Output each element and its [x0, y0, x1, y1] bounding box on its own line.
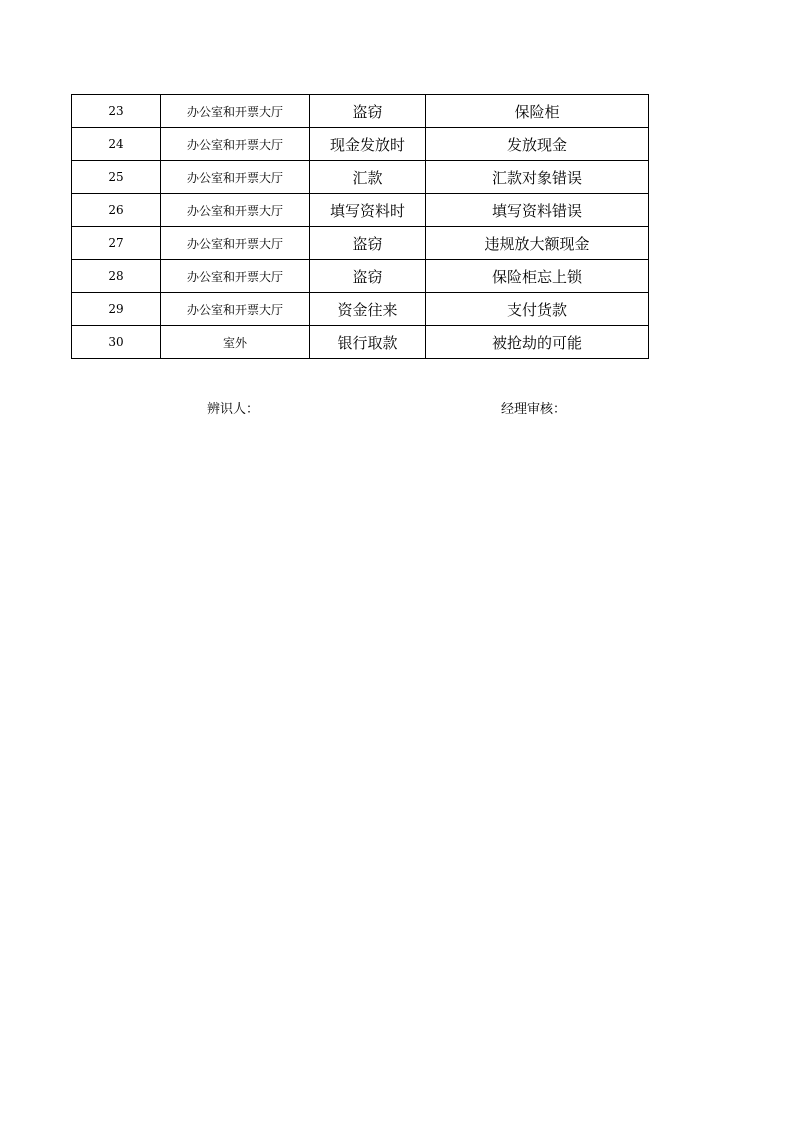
- location-cell: 办公室和开票大厅: [161, 194, 310, 227]
- risk-cell: 支付货款: [426, 293, 649, 326]
- risk-cell: 保险柜忘上锁: [426, 260, 649, 293]
- location-cell: 办公室和开票大厅: [161, 293, 310, 326]
- row-number-cell: 24: [72, 128, 161, 161]
- table-row: [72, 293, 649, 326]
- table-row: [72, 128, 649, 161]
- location-cell: 办公室和开票大厅: [161, 227, 310, 260]
- risk-cell: 被抢劫的可能: [426, 326, 649, 359]
- risk-cell: 违规放大额现金: [426, 227, 649, 260]
- table-row: [72, 194, 649, 227]
- table-row: [72, 326, 649, 359]
- table-row: [72, 227, 649, 260]
- risk-cell: 汇款对象错误: [426, 161, 649, 194]
- table-row: [72, 161, 649, 194]
- activity-cell: 现金发放时: [310, 128, 426, 161]
- activity-cell: 填写资料时: [310, 194, 426, 227]
- row-number-cell: 26: [72, 194, 161, 227]
- risk-cell: 填写资料错误: [426, 194, 649, 227]
- risk-table-body: [72, 95, 649, 359]
- row-number-cell: 30: [72, 326, 161, 359]
- location-cell: 办公室和开票大厅: [161, 95, 310, 128]
- activity-cell: 盗窃: [310, 227, 426, 260]
- table-row: [72, 95, 649, 128]
- location-cell: 办公室和开票大厅: [161, 260, 310, 293]
- risk-cell: 保险柜: [426, 95, 649, 128]
- row-number-cell: 29: [72, 293, 161, 326]
- row-number-cell: 25: [72, 161, 161, 194]
- identifier-label: 辨识人：: [207, 402, 260, 417]
- location-cell: 办公室和开票大厅: [161, 161, 310, 194]
- row-number-cell: 27: [72, 227, 161, 260]
- row-number-cell: 28: [72, 260, 161, 293]
- table-row: [72, 260, 649, 293]
- location-cell: 室外: [161, 326, 310, 359]
- risk-cell: 发放现金: [426, 128, 649, 161]
- activity-cell: 资金往来: [310, 293, 426, 326]
- activity-cell: 盗窃: [310, 260, 426, 293]
- risk-table: [71, 94, 649, 359]
- row-number-cell: 23: [72, 95, 161, 128]
- activity-cell: 银行取款: [310, 326, 426, 359]
- activity-cell: 汇款: [310, 161, 426, 194]
- manager-review-label: 经理审核：: [501, 402, 567, 417]
- location-cell: 办公室和开票大厅: [161, 128, 310, 161]
- activity-cell: 盗窃: [310, 95, 426, 128]
